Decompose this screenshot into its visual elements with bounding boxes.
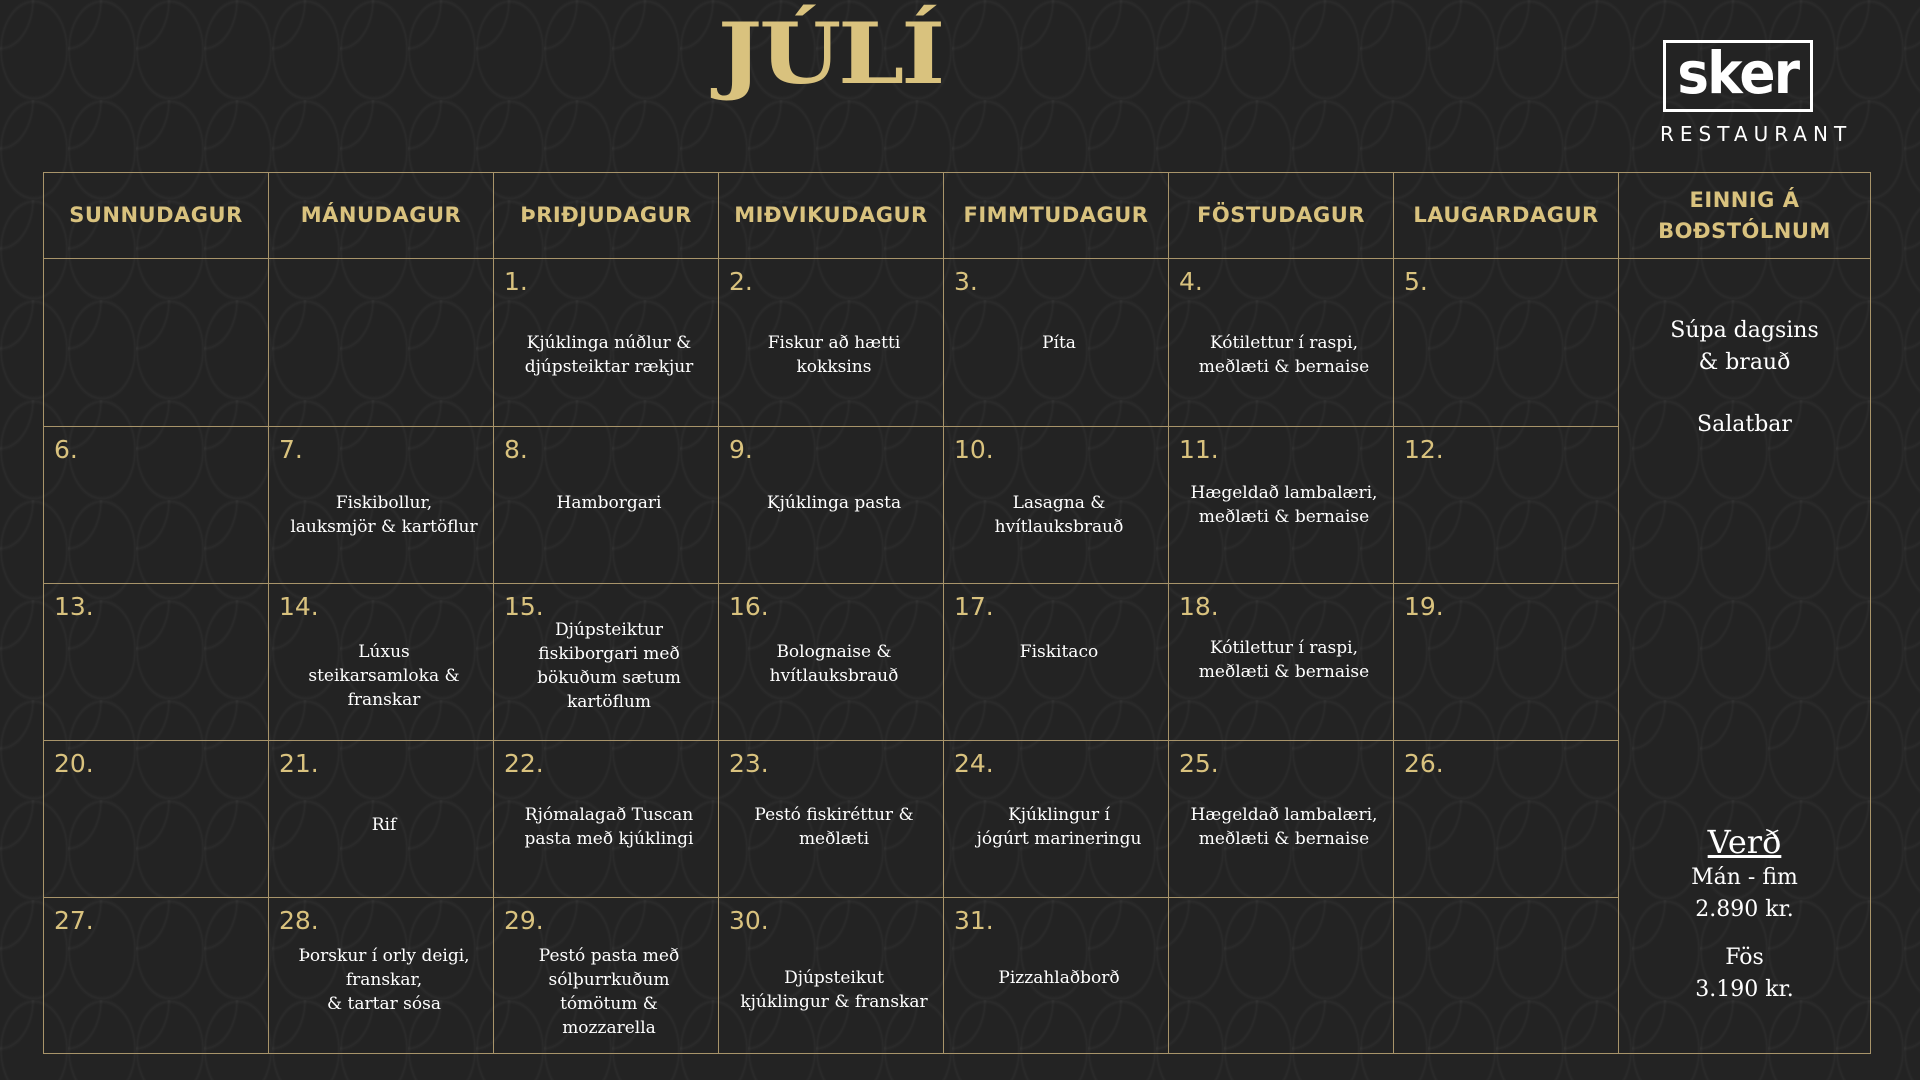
day-cell xyxy=(269,584,494,741)
day-cell xyxy=(494,898,719,1054)
day-number: 26. xyxy=(1404,749,1444,778)
day-cell xyxy=(44,741,269,898)
day-cell xyxy=(719,741,944,898)
day-cell xyxy=(1169,427,1394,584)
day-number: 2. xyxy=(729,267,753,296)
column-header: MÁNUDAGUR xyxy=(269,173,494,259)
day-number: 31. xyxy=(954,906,994,935)
meal-text: Lasagna & hvítlauksbrauð xyxy=(994,493,1124,537)
day-number: 18. xyxy=(1179,592,1219,621)
day-number: 21. xyxy=(279,749,319,778)
day-cell xyxy=(719,259,944,427)
also-served-column xyxy=(1619,259,1871,1054)
day-number: 23. xyxy=(729,749,769,778)
day-number: 7. xyxy=(279,435,303,464)
day-cell xyxy=(944,259,1169,427)
column-header: MIÐVIKUDAGUR xyxy=(719,173,944,259)
day-number: 11. xyxy=(1179,435,1219,464)
day-number: 14. xyxy=(279,592,319,621)
day-number: 13. xyxy=(54,592,94,621)
column-header: LAUGARDAGUR xyxy=(1394,173,1619,259)
day-number: 6. xyxy=(54,435,78,464)
day-cell xyxy=(44,259,269,427)
meal-text: Kjúklingur í jógúrt marineringu xyxy=(976,805,1142,849)
day-cell xyxy=(944,741,1169,898)
weekdays-price: 2.890 kr. xyxy=(1695,897,1794,922)
day-number: 20. xyxy=(54,749,94,778)
meal-text: Lúxus steikarsamloka & franskar xyxy=(308,642,460,710)
day-number: 24. xyxy=(954,749,994,778)
weekdays-label: Mán - fim xyxy=(1691,865,1798,890)
meal-text: Pestó pasta með sólþurrkuðum tómötum & mozzarella xyxy=(538,946,680,1038)
meal-text: Hægeldað lambalæri, meðlæti & bernaise xyxy=(1190,483,1378,527)
meal-text: Píta xyxy=(1042,333,1076,353)
meal-text: Bolognaise & hvítlauksbrauð xyxy=(769,642,899,686)
day-number: 10. xyxy=(954,435,994,464)
meal-text: Kótilettur í raspi, meðlæti & bernaise xyxy=(1198,333,1370,377)
day-cell xyxy=(44,584,269,741)
day-cell xyxy=(269,741,494,898)
meal-text: Rif xyxy=(371,815,397,835)
day-number: 22. xyxy=(504,749,544,778)
day-cell xyxy=(719,584,944,741)
meal-text: Hægeldað lambalæri, meðlæti & bernaise xyxy=(1190,805,1378,849)
day-cell xyxy=(944,584,1169,741)
meal-text: Rjómalagað Tuscan pasta með kjúklingi xyxy=(524,805,694,849)
day-cell xyxy=(944,898,1169,1054)
meal-text: Fiskibollur, lauksmjör & kartöflur xyxy=(290,493,478,537)
day-number: 12. xyxy=(1404,435,1444,464)
day-number: 28. xyxy=(279,906,319,935)
day-number: 29. xyxy=(504,906,544,935)
day-number: 3. xyxy=(954,267,978,296)
day-number: 25. xyxy=(1179,749,1219,778)
day-cell xyxy=(719,427,944,584)
day-cell xyxy=(44,898,269,1054)
day-cell xyxy=(269,427,494,584)
day-cell xyxy=(944,427,1169,584)
day-cell xyxy=(494,259,719,427)
meal-text: Kótilettur í raspi, meðlæti & bernaise xyxy=(1198,638,1370,682)
day-cell xyxy=(1394,584,1619,741)
column-header: EINNIG Á BOÐSTÓLNUM xyxy=(1619,173,1871,259)
column-header: SUNNUDAGUR xyxy=(44,173,269,259)
logo-subtitle: RESTAURANT xyxy=(1660,122,1853,146)
day-number: 8. xyxy=(504,435,528,464)
day-cell xyxy=(269,259,494,427)
soup-of-the-day: Súpa dagsins & brauð xyxy=(1670,318,1819,375)
day-cell xyxy=(1394,898,1619,1054)
day-number: 19. xyxy=(1404,592,1444,621)
meal-text: Kjúklinga pasta xyxy=(766,493,902,513)
day-cell xyxy=(1394,741,1619,898)
day-number: 17. xyxy=(954,592,994,621)
day-cell xyxy=(719,898,944,1054)
day-cell xyxy=(1169,259,1394,427)
meal-text: Fiskitaco xyxy=(1019,642,1099,662)
day-number: 4. xyxy=(1179,267,1203,296)
price-heading: Verð xyxy=(1707,823,1782,861)
day-number: 9. xyxy=(729,435,753,464)
sker-restaurant-logo xyxy=(1660,38,1853,150)
meal-text: Kjúklinga núðlur & djúpsteiktar rækjur xyxy=(524,333,694,377)
day-cell xyxy=(1394,259,1619,427)
day-number: 1. xyxy=(504,267,528,296)
salad-bar: Salatbar xyxy=(1697,412,1792,437)
meal-text: Djúpsteiktur fiskiborgari með bökuðum sætum kartöflum xyxy=(537,620,681,712)
day-cell xyxy=(1169,898,1394,1054)
meal-text: Þorskur í orly deigi, franskar, & tartar sósa xyxy=(298,946,470,1014)
menu-calendar-grid xyxy=(43,172,1871,1054)
friday-label: Fös xyxy=(1725,945,1764,970)
day-number: 5. xyxy=(1404,267,1428,296)
logo-frame xyxy=(1663,40,1813,112)
day-number: 30. xyxy=(729,906,769,935)
day-cell xyxy=(1169,584,1394,741)
day-cell xyxy=(1169,741,1394,898)
column-header: ÞRIÐJUDAGUR xyxy=(494,173,719,259)
page-title: JÚLÍ xyxy=(717,4,943,104)
day-cell xyxy=(44,427,269,584)
meal-text: Pestó fiskiréttur & meðlæti xyxy=(754,805,914,849)
logo-word: sker xyxy=(1677,39,1799,107)
day-cell xyxy=(1394,427,1619,584)
day-number: 15. xyxy=(504,592,544,621)
meal-text: Fiskur að hætti kokksins xyxy=(767,333,901,377)
column-header: FIMMTUDAGUR xyxy=(944,173,1169,259)
meal-text: Hamborgari xyxy=(556,493,662,513)
friday-price: 3.190 kr. xyxy=(1695,977,1794,1002)
column-header: FÖSTUDAGUR xyxy=(1169,173,1394,259)
day-number: 16. xyxy=(729,592,769,621)
day-cell xyxy=(269,898,494,1054)
meal-text: Djúpsteikut kjúklingur & franskar xyxy=(740,968,928,1012)
day-number: 27. xyxy=(54,906,94,935)
day-cell xyxy=(494,427,719,584)
day-cell xyxy=(494,741,719,898)
meal-text: Pizzahlaðborð xyxy=(998,968,1120,988)
day-cell xyxy=(494,584,719,741)
